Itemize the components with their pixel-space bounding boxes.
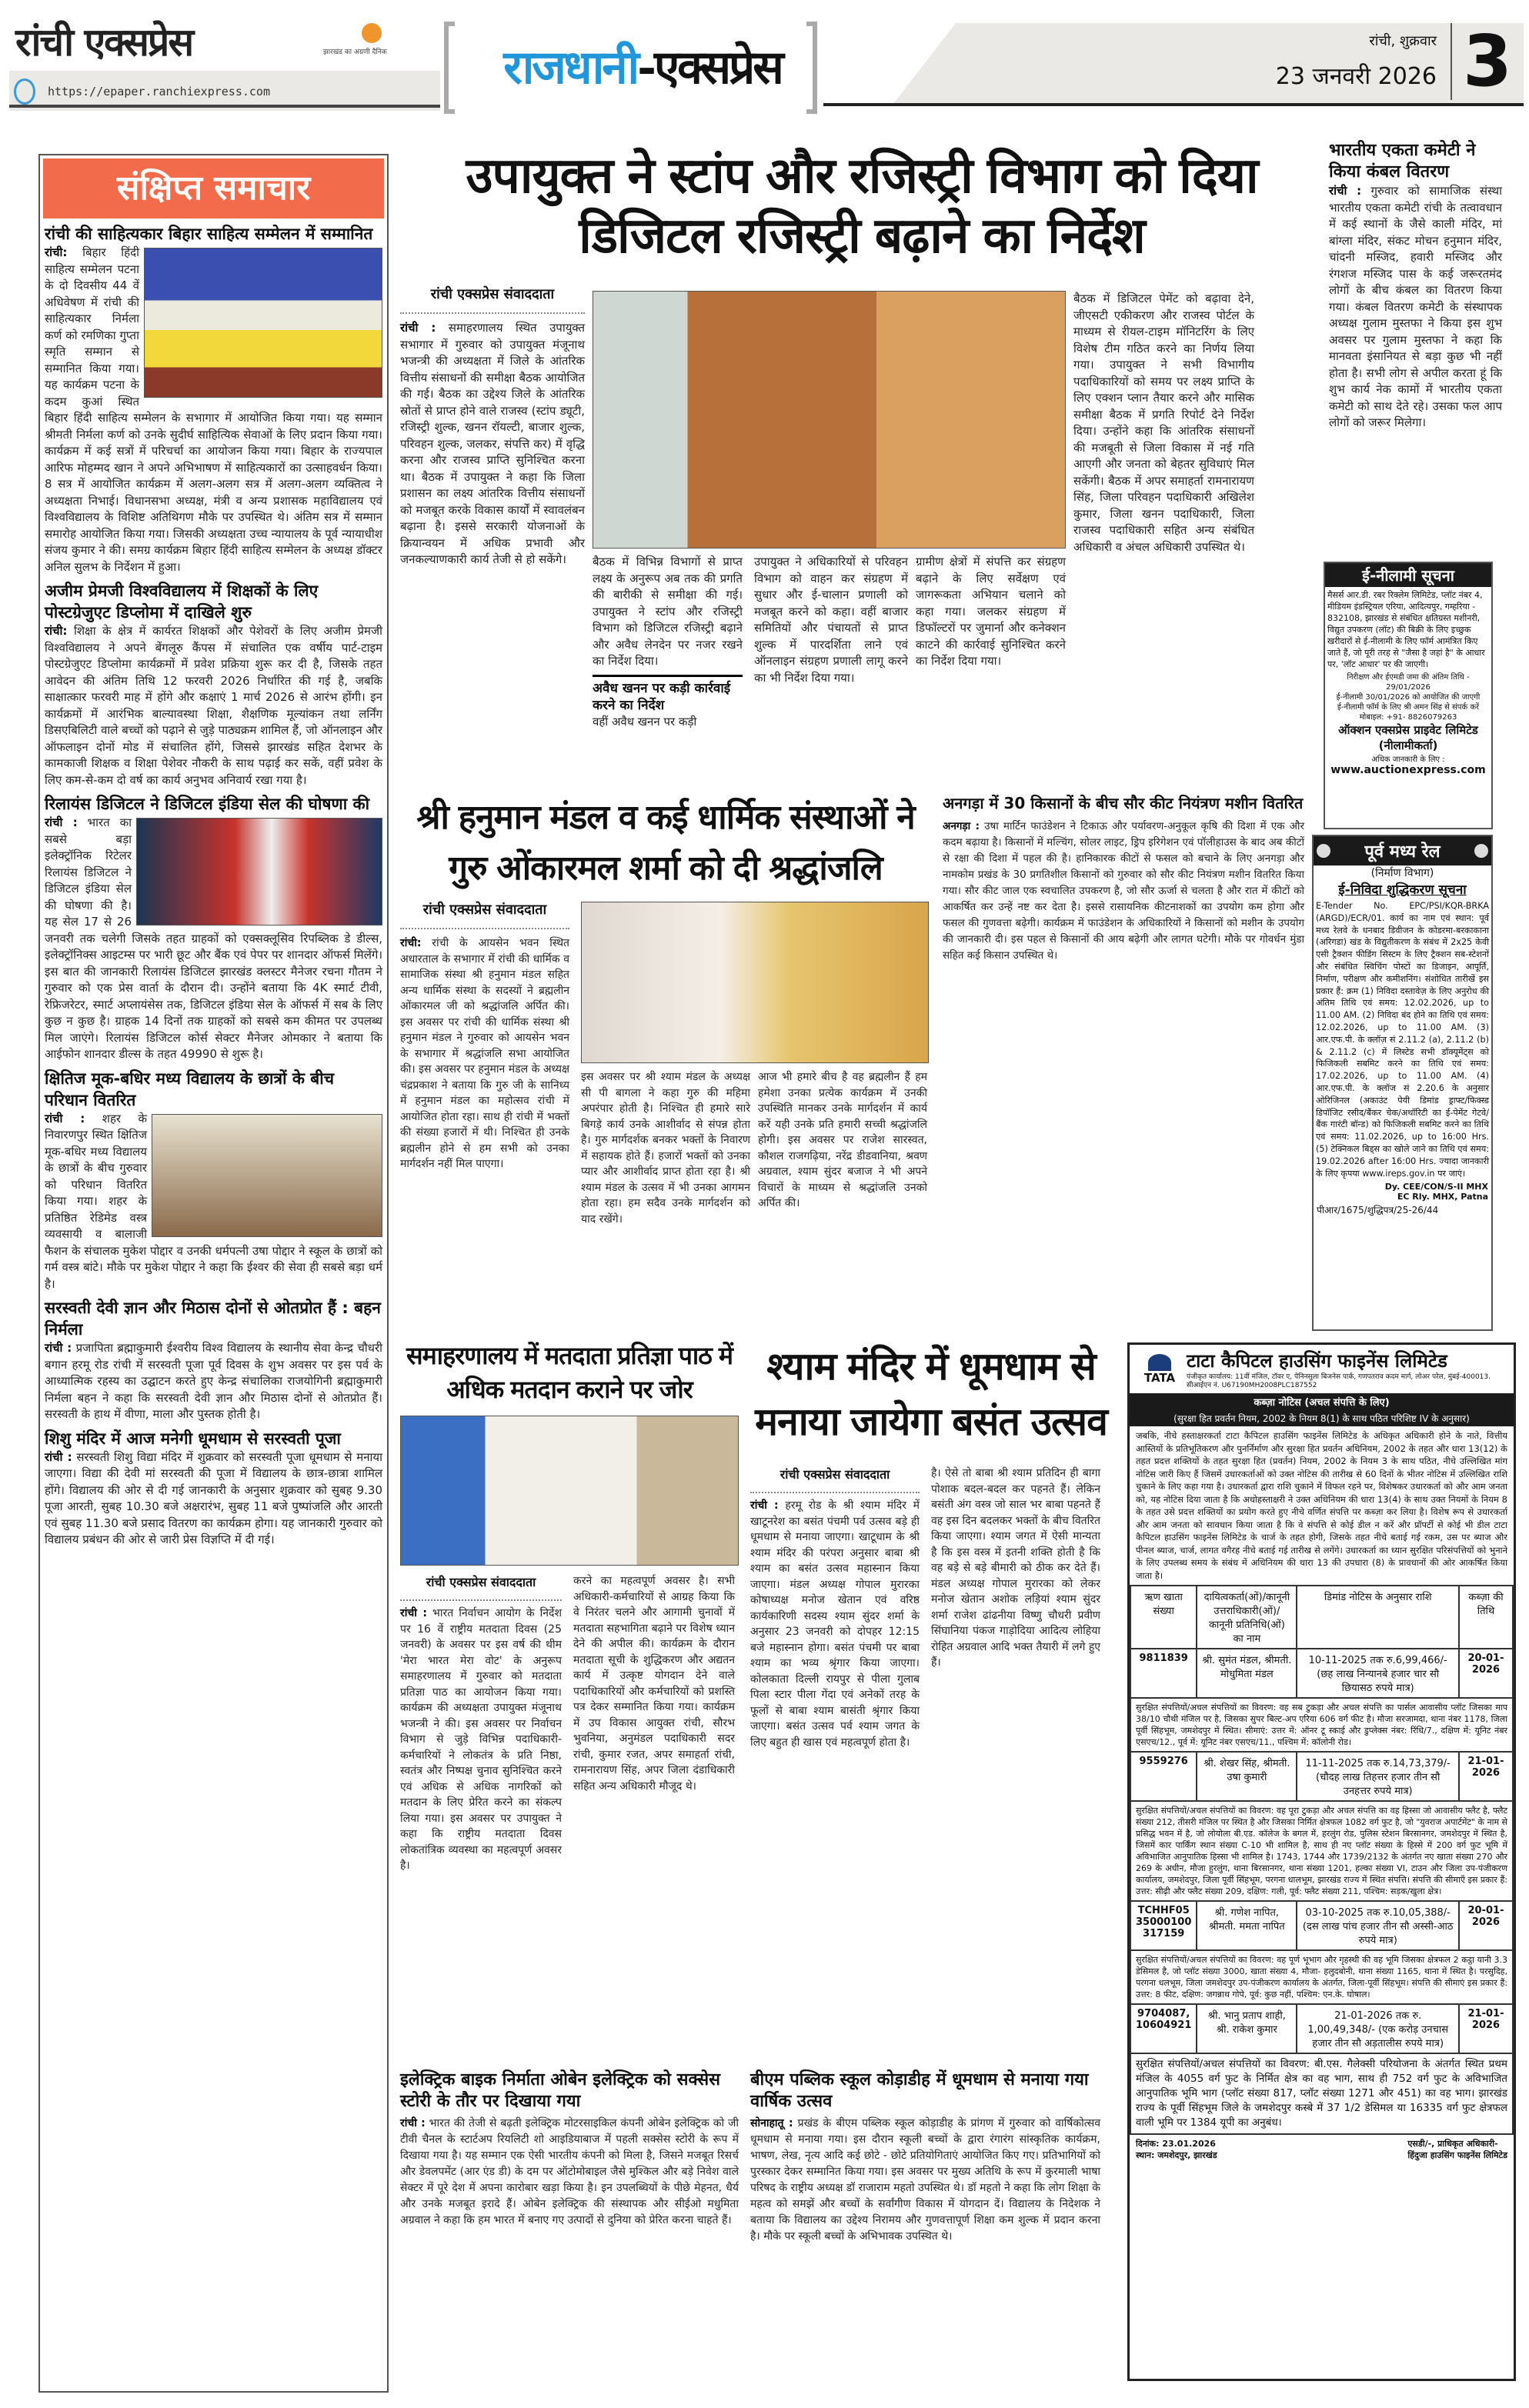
masthead-tagline: झारखंड का अग्रणी दैनिक — [323, 48, 387, 56]
col-header-account: ऋण खाता संख्या — [1130, 1586, 1197, 1649]
lead-text-3: उपायुक्त ने अधिकारियों से परिवहन विभाग को वाहन कर संग्रहण में सुधार और ई-चालान प्रणाली को मजबूत करने को कहा। वहीं बाजार समितियों और पंचायतों से प्राप्त शुल्क में पारदर्शिता लाने एवं ऑनलाइन संग्रहण प्रणाली लागू करने का भी निर्देश दिया गया। — [754, 555, 908, 685]
railway-body: E-Tender No. EPC/PSI/KQR-BRKA (ARGD)/ECR/01. कार्य का नाम एवं स्थान: पूर्व मध्य रेलवे के धनबाद डिवीजन के कोडरमा-बरकाकाना (अरिगडा) खंड के विद्युतीकरण के संबंध में 2x25 केवी एसी ट्रैक्शन फीडिंग सिस्टम के लिए ट्रैक्शन सब-स्टेशनों और संबंधित स्विचिंग पोस्टों का डिजाइन, आपूर्ति, निर्माण, परीक्षण और कमीशनिंग। संशोधित तारीखें इस प्रकार हैं: क्रम (1) निविदा दस्तावेज़ के लिए अनुरोध की अंतिम तिथि एवं समय: 12.02.2026, up to 11.00 AM. (2) निविदा बंद होने का तिथि एवं समय: 12.02.2026, up to 11.00 AM. (3) आर.एफ.पी. के क्लॉज़ सं 2.11.2 (a), 2.11.2 (b) & 2.11.2 (c) में लिस्टेड सभी डॉक्यूमेंट्स को फिजिकली सबमिट करने का तिथि एवं समय: 17.02.2026, up to 11.00 AM. (4) आर.एफ.पी. के क्लॉज सं 2.20.6 के अनुसार ओरिजिनल (अकाउंट पेयी डिमांड ड्राफ्ट/फिक्स्ड डिपॉजिट रसीद/बैंकर चेक/अथॉरिटी का ई-पेमेंट गेटवे/बैंक गारंटी बॉन्ड) को फिजिकली सबमिट करने का तिथि एवं समय: 11.02.2026, up to 16:00 Hrs. (5) टेक्निकल बिड्स का खोले जाने का तिथि एवं समय: 19.02.2026 after 16:00 Hrs. ज्यादा जानकारी के लिए कृपया www.ireps.gov.in पर जाएं। — [1316, 901, 1489, 1179]
shyam-dateline: रांची : — [750, 1499, 779, 1512]
masthead-logo: रांची एक्सप्रेस — [15, 19, 193, 65]
brief-title-1: रांची की साहित्यकार बिहार साहित्य सम्मेलन में सम्मानित — [45, 225, 373, 243]
railway-ad — [1312, 835, 1493, 1331]
cell-name: श्री. गणेश नापित, श्रीमती. ममता नापित — [1197, 1901, 1297, 1950]
hanuman-col-2 — [581, 1069, 750, 1227]
auction-line-2: ई-नीलामी 30/01/2026 को आयोजित की जाएगी — [1336, 693, 1481, 702]
voter-headline: समाहरणालय में मतदाता प्रतिज्ञा पाठ में अधिक मतदान कराने पर जोर — [406, 1341, 733, 1404]
sun-logo-icon — [362, 23, 382, 43]
railway-dept: (निर्माण विभाग) — [1370, 867, 1434, 879]
ekta-text: गुरुवार को सामाजिक संस्था भारतीय एकता कमेटी रांची के तत्वावधान में कई स्थानों के जैसे काली मंदिर, मां बांग्ला मंदिर, संकट मोचन हनुमान मंदिर, चांदनी मस्जिद, हवारी मस्जिद और रंगशज मस्जिद पास के कई जरूरतमंद लोगों के बीच कंबल का वितरण किया गया। कंबल वितरण कमेटी के संस्थापक अध्यक्ष गुलाम मुस्तफा ने किया इस शुभ अवसर पर गुलाम मुस्तफा ने कहा कि मानवता इंसानियत से बड़ा कुछ भी नहीं होता है। सभी लोग से अपील करता हूं कि शुभ कार्य नेक कामों में भारतीय एकता कमेटी को साथ देते रहे। उसका फल आप लोगों को जरूर मिलेगा। — [1329, 184, 1502, 429]
photo-clothes-distribution — [152, 1114, 382, 1237]
table-row-property — [1130, 2053, 1513, 2134]
bm-story — [750, 2069, 1100, 2245]
angara-title: अनगड़ा में 30 किसानों के बीच सौर कीट नियंत्रण मशीन वितरित — [943, 794, 1304, 812]
hanuman-text-3: आज भी हमारे बीच है वह ब्रह्मलीन हैं हम हमेशा उनका प्रत्येक कार्यक्रम में उनकी उपस्थिति मानकर उनके मार्गदर्शन में कार्य करें यही उनके प्रति हमारी सच्ची श्रद्धांजलि होगी। इस अवसर पर राजेश सारस्वत, कौशल राजगढ़िया, नरेंद्र डीडवानिया, श्रवण अग्रवाल, श्याम सुंदर बजाज ने भी अपने विचारों के माध्यम से श्रद्धांजलि उनको अर्पित की। — [758, 1071, 927, 1209]
auction-company: ऑक्शन एक्सप्रेस प्राइवेट लिमिटेड — [1338, 723, 1478, 737]
tata-logo — [1133, 1354, 1187, 1385]
oben-story — [400, 2069, 739, 2229]
lead-byline: रांची एक्सप्रेस संवाददाता — [400, 285, 585, 314]
section-title-suffix: -एक्सप्रेस — [637, 41, 782, 95]
brief-title-3: रिलायंस डिजिटल ने डिजिटल इंडिया सेल की घोषणा की — [45, 795, 370, 813]
tata-company: टाटा कैपिटल हाउसिंग फाइनेंस लिमिटेड — [1187, 1350, 1447, 1372]
cell-property: सुरक्षित संपत्तियों/अचल संपत्तियों का विवरण: वह पूरा टुकड़ा और अचल संपत्ति का वह हिस्सा जो आवासीय फ्लैट है, फ्लैट संख्या 212, तीसरी मंजिल पर स्थित है और जिसका निर्मित क्षेत्रफल 1082 वर्ग फुट है, जो "युवराज अपार्टमेंट" के नाम से प्रसिद्ध भवन में है, जो लोयोला बी.एड. कॉलेज के बगल में, हरलुंग रोड, पुलिस स्टेशन बिरसानगर, जमशेदपुर में स्थित है, जिसमें कार पार्किंग स्थान संख्या C-10 भी शामिल है, साथ ही नए प्लॉट संख्या के हिस्से में 200 वर्ग फुट भूमि में अविभाजित आनुपातिक हिस्सा भी शामिल है। 1743, 1744 और 1739/2132 के अंतर्गत नए खाता संख्या 270 और 269 के अधीन, मौजा हुरलुंग, थाना बिरसानगर, थाना संख्या 1201, हल्का संख्या VI, टाउन और जिला उप-पंजीकरण कार्यालय, जमशेदपुर, जिला पूर्वी सिंहभूम, परगना धालभूम, झारखंड राज्य में स्थित संपत्ति। संपत्ति की सीमाएँ इस प्रकार हैं: उत्तर: सीढ़ी और फ्लैट संख्या 209, दक्षिण: गली, पूर्व: फ्लैट संख्या 211, पश्चिम: सड़क/खुला क्षेत्र। — [1130, 1801, 1513, 1901]
angara-story — [943, 792, 1304, 964]
brief-text-6: सरस्वती शिशु विद्या मंदिर में शुक्रवार को सरस्वती पूजा धूमधाम से मनाया जाएगा। विद्या की देवी मां सरस्वती की पूजा में विद्यालय के छात्र-छात्रा शामिल होंगे। विद्यालय की ओर से दी गई जानकारी के अनुसार शुक्रवार को सुबह 9.30 पूजा आरती, सुबह 10.30 बजे अक्षरारंभ, सुबह 11 बजे पुष्पांजलि और आरती एवं सुबह 11.30 बजे प्रसाद वितरण का कार्यक्रम होगा। यह जानकारी गुरुवार को विद्यालय प्रबंधन की ओर से जारी प्रेस विज्ञप्ति में दी गई। — [45, 1449, 382, 1546]
cell-account: 9704087, 10604921 — [1130, 2004, 1197, 2053]
lead-subtext: वहीं अवैध खनन पर कड़ी — [593, 714, 697, 729]
bm-dateline: सोनाहातू : — [750, 2117, 793, 2130]
col-header-date: कब्ज़ा की तिथि — [1459, 1586, 1513, 1649]
issue-date: 23 जनवरी 2026 — [1275, 63, 1437, 90]
lead-dateline: रांची : — [400, 321, 436, 335]
voter-col-2 — [573, 1573, 735, 1794]
photo-tribute — [581, 902, 929, 1063]
railway-notice-title: ई-निविदा शुद्धिकरण सूचना — [1338, 882, 1467, 898]
hanuman-byline: रांची एक्सप्रेस संवाददाता — [400, 900, 569, 929]
photo-voter-pledge — [400, 1416, 739, 1566]
possession-table — [1130, 1585, 1514, 2135]
brief-dateline-5: रांची : — [45, 1341, 72, 1355]
table-row — [1130, 2004, 1513, 2053]
cell-account: TCHHF05 35000100 317159 — [1130, 1901, 1197, 1950]
tata-intro: जबकि, नीचे हस्ताक्षरकर्ता टाटा कैपिटल हाउसिंग फाइनेंस लिमिटेड के अधिकृत अधिकारी होने के नाते, वित्तीय आस्तियों के प्रतिभूतिकरण और पुनर्निर्माण और सुरक्षा हित प्रवर्तन अधिनियम, 2002 के तहत और धारा 13(12) के तहत प्रदत्त शक्तियों के तहत सुरक्षा हित (प्रवर्तन) नियम, 2002 के नियम 3 के साथ पठित, नीचे उल्लिखित मांग नोटिस जारी किए हैं जिसमें उधारकर्ताओं को उक्त नोटिस की तारीख से 60 दिनों के भीतर नोटिस में उल्लिखित राशि चुकाने के लिए कहा गया है। उधारकर्ता द्वारा राशि चुकाने में विफल रहने पर, विशेषकर उधारकर्ता को और आम जनता को, यह नोटिस दिया जाता है कि अधोहस्ताक्षरी ने उक्त अधिनियम की धारा 13(4) के साथ उक्त नियमों के नियम 8 के तहत उसे प्रदत्त शक्तियों का प्रयोग करते हुए नीचे वर्णित संपत्ति पर कब्ज़ा कर लिया है। विशेष रूप से उधारकर्ता और आम जनता को सावधान किया जाता है कि वे संपत्ति से कोई डील न करें और प्रॉपर्टी से कोई भी डील टाटा कैपिटल हाउसिंग फाइनेंस लिमिटेड के चार्ज के तहत होगी, जिसके तहत नीचे बताई गई रकम, उस पर ब्याज और पीनल ब्याज, चार्ज, लागत वगैरह नीचे बताई गई तारीख से लगेंगे। उधारकर्ता का ध्यान सुरक्षित परिसंपत्तियों को भुनाने के लिए उपलब्ध समय के संबंध में अधिनियम की धारा 13 की उपधारा (8) के प्रावधानों की ओर आकर्षित किया जाता है। — [1136, 1430, 1507, 1581]
col-header-name: दायित्वकर्ता(ओं)/कानूनी उत्तराधिकारी(ओं)/कानूनी प्रतिनिधि(ओं) का नाम — [1197, 1586, 1297, 1649]
cell-date: 20-01-2026 — [1459, 1901, 1513, 1950]
notice-sign-2: हिंदुजा हाउसिंग फाइनेंस लिमिटेड — [1407, 2150, 1507, 2160]
lead-col-2 — [593, 554, 743, 730]
hanuman-dateline: रांची: — [400, 937, 422, 949]
voter-byline: रांची एक्सप्रेस संवाददाता — [400, 1573, 562, 1601]
cell-name: श्री. सुमंत मंडल, श्रीमती. मोधुमिता मंडल — [1197, 1649, 1297, 1698]
railway-ref: पीआर/1675/शुद्धिपत्र/25-26/44 — [1317, 1205, 1439, 1216]
brief-text-5: प्रजापिता ब्रह्माकुमारी ईश्वरीय विश्व विद्यालय के स्थानीय सेवा केन्द्र चौधरी बगान हरमू रोड रांची में सरस्वती पूजा पूर्व दिवस के शुभ अवसर पर इस पर्व के आध्यात्मिक रहस्य का उद्घाटन करते हुए केन्द्र संचालिका राजयोगिनी ब्रह्माकुमारी निर्मला बहन ने कहा कि सरस्वती देवी ज्ञान और मिठास दोनों से ओतप्रोत हैं। सरस्वती के हाथ में वीणा, माला और पुस्तक होती है। — [45, 1341, 382, 1421]
brief-dateline-2: रांची: — [45, 624, 68, 638]
lead-subhead: अवैध खनन पर कड़ी कार्रवाई करने का निर्देश — [593, 675, 743, 714]
brief-text-2: शिक्षा के क्षेत्र में कार्यरत शिक्षकों और पेशेवरों के लिए अजीम प्रेमजी विश्वविद्यालय ने अपने बेंगलूरु कैंपस में संचालित एक वर्षीय पार्ट-टाइम पोस्टग्रेजुएट डिप्लोमा कार्यक्रमों में प्रवेश प्रक्रिया शुरू कर दी है, जिसके तहत आवेदन की अंतिम तिथि 12 फरवरी 2026 निर्धारित की गई है, जबकि साक्षात्कार फरवरी माह में होंगे और कक्षाएं 1 मार्च 2026 से आरंभ होंगी। इन कार्यक्रमों में आरंभिक बाल्यावस्था शिक्षा, शैक्षणिक मूल्यांकन तथा लर्निंग डिसएबिलिटी वाले बच्चों को पढ़ाने से जुड़े पाठ्यक्रम शामिल हैं, जो ऑनलाइन और ऑफलाइन दोनों मोड में संचालित होंगे, जिससे झारखंड सहित देशभर के कामकाजी शिक्षक व शिक्षा पेशेवर नौकरी के साथ पढ़ाई कर सकें, वहीं प्रवेश के लिए कम-से-कम दो वर्ष का कार्य अनुभव अनिवार्य रखा गया है। — [45, 624, 382, 787]
table-row — [1130, 1649, 1513, 1698]
cell-date: 21-01-2026 — [1459, 2004, 1513, 2053]
city-day: रांची, शुक्रवार — [1369, 33, 1437, 49]
section-title — [473, 37, 812, 98]
voter-text-1: भारत निर्वाचन आयोग के निर्देश पर 16 वें राष्ट्रीय मतदाता दिवस (25 जनवरी) के अवसर पर इस वर्ष की थीम 'मेरा भारत मेरा वोट' के अनुरूप समाहरणालय में गुरुवार को मतदाता प्रतिज्ञा पाठ का आयोजन किया गया। कार्यक्रम की अध्यक्षता उपायुक्त मंजूनाथ भजन्त्री ने की। इस अवसर पर निर्वाचन विभाग से जुड़े विभिन्न पदाधिकारी-कर्मचारियों ने लोकतंत्र के प्रति निष्ठा, स्वतंत्र और निष्पक्ष चुनाव सुनिश्चित करने एवं अधिक से अधिक नागरिकों को मतदान के लिए प्रेरित करने का संकल्प लिया गया। इस अवसर पर उपायुक्त ने कहा कि राष्ट्रीय मतदाता दिवस लोकतांत्रिक व्यवस्था का महत्वपूर्ण अवसर है। — [400, 1607, 563, 1872]
hanuman-text-2: इस अवसर पर श्री श्याम मंडल के अध्यक्ष सी पी बागला ने कहा गुरु की महिमा अपरंपार होती है। निश्चित ही हमारे सारे बिगड़े कार्य उनके आशीर्वाद से संपन्न होता है। गुरु मार्गदर्शक बनकर भक्तों के निवारण में सहायक होते हैं। हजारों भक्तों को उनका प्यार और आशीर्वाद प्राप्त होता रहा है। श्री श्याम मंडल के उत्सव में भी उनका आगमन होता रहा। हम सदैव उनके मार्गदर्शन को याद रखेंगे। — [581, 1071, 750, 1226]
brief-dateline-1: रांची: — [45, 245, 68, 259]
notice-place: स्थान: जमशेदपुर, झारखंड — [1136, 2150, 1217, 2160]
auction-more: अधिक जानकारी के लिए : — [1371, 755, 1445, 764]
cell-amount: 11-11-2025 तक रु.14,73,379/-(चौदह लाख तिहत्तर हजार तीन सौ उनहत्तर रुपये मात्र) — [1297, 1752, 1459, 1801]
tata-logo-icon — [1148, 1354, 1171, 1371]
cell-amount: 21-01-2026 तक रु. 1,00,49,348/- (एक करोड़ उनचास हजार तीन सौ अड़तालीस रुपये मात्र) — [1297, 2004, 1459, 2053]
lead-text-4: ग्रामीण क्षेत्रों में संपत्ति कर संग्रहण बढ़ाने के लिए सर्वेक्षण एवं जागरूकता अभियान चलाने को कहा गया। जलकर संग्रहण में डिफॉल्टरों पर जुमार्ना और कनेक्शन काटने की कार्रवाई सुनिश्चित करने का निर्देश दिया गया। — [916, 555, 1066, 668]
railway-title: पूर्व मध्य रेल — [1364, 842, 1441, 862]
table-row — [1130, 1752, 1513, 1801]
lead-col-3 — [754, 554, 908, 686]
auction-body: मैसर्स आर.डी. रबर रिक्लेम लिमिटेड, प्लॉट नंबर 4, मीडियम इंडस्ट्रियल एरिया, आदित्यपुर, गम्हरिया - 832108, झारखंड से संबंधित क्षतिग्रस्त मशीनरी, विद्युत उपकरण (लॉट) की बिक्री के लिए इच्छुक खरीदारों से ई-नीलामी के लिए फॉर्म आमंत्रित किए जाते हैं, जो पूरी तरह से "जैसा है जहां है" के आधार पर, 'लॉट आधार' पर की जाएगी। — [1327, 590, 1485, 669]
auction-line-4: मोबाइल: +91- 8826079263 — [1359, 713, 1457, 722]
ekta-title: भारतीय एकता कमेटी ने किया कंबल वितरण — [1329, 141, 1476, 182]
bracket-right — [806, 22, 817, 114]
photo-registry-meeting — [593, 291, 1066, 549]
tata-notice — [1127, 1342, 1516, 2381]
brief-dateline-4: रांची : — [45, 1111, 85, 1126]
cell-name: श्री. भानु प्रताप शाही, श्री. राकेश कुमार — [1197, 2004, 1297, 2053]
lead-text-5: बैठक में डिजिटल पेमेंट को बढ़ावा देने, जीएसटी एकीकरण और राजस्व पोर्टल के माध्यम से रीयल-टाइम मॉनिटरिंग के लिए विशेष टीम गठित करने का निर्णय लिया गया। उपायुक्त ने सभी विभागीय पदाधिकारियों को समय पर लक्ष्य प्राप्ति के लिए एक्शन प्लान तैयार करने और मासिक समीक्षा बैठक में प्रगति रिपोर्ट देने निर्देश दिया। उन्होंने कहा कि आंतरिक संसाधनों की मजबूती से जिला विकास में नई गति आएगी और जनता को बेहतर सुविधाएं मिल सकेंगी। बैठक में अपर समाहर्ता रामनारायण सिंह, जिला परिवहन पदाधिकारी अखिलेश कुमार, जिला खनन पदाधिकारी, जिला राजस्व पदाधिकारी सहित अन्य संबंधित अधिकारी व अंचल अधिकारी उपस्थित थे। — [1073, 292, 1254, 554]
table-row-property — [1130, 1801, 1513, 1901]
bm-title: बीएम पब्लिक स्कूल कोड़ाडीह में धूमधाम से मनाया गया वार्षिक उत्सव — [750, 2070, 1089, 2111]
lead-col-1 — [400, 285, 585, 569]
table-row — [1130, 1901, 1513, 1950]
lead-headline: उपायुक्त ने स्टांप और रजिस्ट्री विभाग को दिया डिजिटल रजिस्ट्री बढ़ाने का निर्देश — [466, 148, 1258, 265]
header-rule — [823, 103, 1524, 106]
lead-col-5 — [1073, 291, 1254, 555]
hanuman-text-1: रांची के आयसेन भवन स्थित अधारताल के सभागार में रांची की धार्मिक व सामाजिक संस्था श्री हनुमान मंडल सहित अन्य धार्मिक संस्था के सदस्यों ने ब्रह्मलीन ओंकारमल जी को श्रद्धांजलि अर्पित की। इस अवसर पर रांची की धार्मिक संस्था श्री हनुमान मंडल ने गुरुवार को आयसेन भवन के सभागार में श्रद्धांजलि सभा आयोजित की। इस अवसर पर हनुमान मंडल के अध्यक्ष चंद्रप्रकाश ने बताया कि गुरु जी के सानिध्य में हनुमान मंडल का महोत्सव रांची में आयोजित होता रहा। साथ ही रांची में भक्तों की संख्या हजारों में थी। निश्चित ही उनके ब्रह्मलीन होने से हम सभी को उनका मार्गदर्शन नहीं मिल पाएगा। — [400, 937, 569, 1170]
tata-notice-subtitle: (सुरक्षा हित प्रवर्तन नियम, 2002 के नियम 8(1) के साथ पठित परिशिष्ट IV के अनुसार) — [1130, 1410, 1514, 1426]
hanuman-col-1 — [400, 900, 569, 1172]
notice-sign-1: एसडी/-, प्राधिकृत अधिकारी- — [1407, 2139, 1498, 2149]
tata-notice-title: कब्ज़ा नोटिस (अचल संपत्ति के लिए) — [1130, 1393, 1514, 1410]
shyam-text-1: हरमू रोड के श्री श्याम मंदिर में खाटूनरेश का बसंत पंचमी पर्व उत्सव बड़े ही धूमधाम से मनाया जाएगा। खाटूधाम के श्री श्याम मंदिर की परंपरा अनुसार बाबा श्री श्याम का बसंत उत्सव महास्नान किया जाएगा। मंडल अध्यक्ष गोपाल मुरारका कोषाध्यक्ष मनोज खेतान एवं वरिष्ठ कार्यकारिणी सदस्य श्याम सुंदर शर्मा के अनुसार 23 जनवरी को दोपहर 12:15 बजे महास्नान होगा। बसंत पंचमी पर बाबा श्याम का भव्य श्रृंगार किया जाएगा। कोलकाता दिल्ली रायपुर से पीला गुलाब पिला स्टार पीला गेंदा एवं अनेकों तरह के फूलों से बाबा श्याम बासंती श्रृंगार किया जाएगा। बसंत उत्सव पर्व श्याम जगत के लिए बहुत ही खास एवं महत्वपूर्ण होता है। — [750, 1499, 920, 1749]
tata-logo-text: TATA — [1143, 1370, 1176, 1385]
railway-sign-1: Dy. CEE/CON/S-II MHX — [1384, 1182, 1488, 1192]
cell-property: सुरक्षित संपत्तियों/अचल संपत्तियों का विवरण: बी.एस. गैलेक्सी परियोजना के अंतर्गत स्थित प्रथम मंजिल के 4055 वर्ग फुट के निर्मित क्षेत्र का वह भाग, साथ ही 752 वर्ग फुट के अविभाजित आनुपातिक भूमि भाग (प्लॉट संख्या 817, प्लॉट संख्या 1271 और 451) का वह भाग। झारखंड राज्य के पूर्वी सिंहभूम जिले के जमशेदपुर कस्बे में 37 1/2 डेसिमल या 16335 वर्ग फुट क्षेत्रफल वाली भूमि पर 1384 यूपी का अनुबंध। — [1130, 2053, 1513, 2134]
auction-line-3: ई-नीलामी फॉर्म के लिए श्री अमन सिंह से संपर्क करें — [1337, 703, 1480, 712]
bracket-left — [444, 22, 455, 114]
brief-text-4: शहर के निवारणपुर स्थित क्षितिज मूक-बधिर मध्य विद्यालय के छात्रों के बीच गुरुवार को परिधान वितरित किया गया। शहर के प्रतिष्ठित रेडिमेड वस्त्र व्यवसायी व बालाजी फैशन के संचालक मुकेश पोद्दार व उनकी धर्मपत्नी उषा पोद्दार ने स्कूल के छात्रों को गर्म वस्त्र बांटे। मौके पर मुकेश पोद्दार ने कहा कि ईश्वर की सेवा ही सबसे बड़ा धर्म है। — [45, 1111, 382, 1291]
brief-title-2: अजीम प्रेमजी विश्वविद्यालय में शिक्षकों के लिए पोस्टग्रेजुएट डिप्लोमा में दाखिले शुरु — [45, 582, 319, 622]
voter-dateline: रांची : — [400, 1607, 427, 1619]
shyam-text-2: है। ऐसे तो बाबा श्री श्याम प्रतिदिन ही बागा पोशाक बदल-बदल कर पहनते हैं। लेकिन बसंती अंग वस्त्र जो साल भर बाबा पहनते हैं वह इस दिन बदलकर भक्तों के बीच वितरित किया जाएगा। श्याम जगत में ऐसी मान्यता है कि इस वस्त्र में इतनी शक्ति होती है कि वह बड़े से बड़े बीमारी को ठीक कर देते हैं। मंडल अध्यक्ष गोपाल मुरारका को लेकर मनोज खेतान अशोक लड़ियां श्याम सुंदर शर्मा राजेश ढांढनीया विष्णु चौधरी प्रवीण सिंघानिया पंकज गाड़ोदिया आदित्य लोहिया रोहित अग्रवाल आदि भक्त तैयारी में लगे हुए हैं। — [931, 1467, 1100, 1669]
railway-emblem-right-icon — [1474, 844, 1488, 858]
brief-banner: संक्षिप्त समाचार — [43, 158, 384, 218]
table-row-property — [1130, 1698, 1513, 1752]
shyam-byline: रांची एक्सप्रेस संवाददाता — [750, 1466, 920, 1493]
notice-date: दिनांक: 23.01.2026 — [1136, 2139, 1216, 2149]
oben-dateline: रांची : — [400, 2117, 426, 2130]
brief-text-1: बिहार हिंदी साहित्य सम्मेलन पटना के दो दिवसीय 44 वें अधिवेषण में रांची की साहित्यकार निर्मला कर्ण को रमणिका गुप्ता स्मृति सम्मान से सम्मानित किया गया। यह कार्यक्रम पटना के कदम कुआं स्थित बिहार हिंदी साहित्य सम्मेलन के सभागार में आयोजित किया गया। यह सम्मान श्रीमती निर्मला कर्ण को उनके सुदीर्घ साहित्यिक सेवाओं के लिए प्रदान किया गया। कार्यक्रम में कई सत्रों में परिचर्चा का आयोजन किया गया। बिहार के राज्यपाल आरिफ मोहम्मद खान ने अपने अभिभाषण में साहित्यकारों का उत्साहवर्धन किया। 8 सत्र में आयोजित कार्यक्रम में अलग-अलग सत्र में अलग-अलग व्यक्तित्व ने अध्यक्षता निभाई। विधानसभा अध्यक्ष, मंत्री व अन्य प्रशासक महाविद्यालय एवं विश्वविद्यालय के विशिष्ट अतिथिगण मौके पर उपस्थित थे। अंतिम सत्र में सम्मान समारोह आयोजित किया गया। जिसकी अध्यक्षता उच्च न्यायालय के पूर्व न्यायाधीश संजय कुमार ने की। समग्र कार्यक्रम बिहार हिंदी साहित्य सम्मेलन के अध्यक्ष डॉक्टर अनिल सुलभ के निर्देशन में हुआ। — [45, 245, 382, 574]
brief-title-6: शिशु मंदिर में आज मनेगी धूमधाम से सरस्वती पूजा — [45, 1429, 341, 1448]
photo-literature-award — [144, 248, 382, 398]
lead-col-4 — [916, 554, 1066, 670]
shyam-col-2 — [931, 1466, 1100, 1671]
bm-text: प्रखंड के बीएम पब्लिक स्कूल कोड़ाडीह के प्रांगण में गुरुवार को वार्षिकोत्सव धूमधाम से मनाया गया। इस दौरान स्कूली बच्चों के द्वारा रंगारंग सांस्कृतिक कार्यक्रम, भाषण, लेख, नृत्य आदि कई छोटे - छोटे प्रतियोगिताएं आयोजित किए गए। प्रतिभागियों को पुरस्कार देकर सम्मानित किया गया। इस अवसर पर मुख्य अतिथि के रूप में कुरमाली भाषा परिषद के राष्ट्रीय अध्यक्ष डॉ राजाराम महतो उपस्थित थे। डॉ महतो ने कहा कि लोग शिक्षा के महत्व को समझें और बच्चों के सर्वांगीण विकास में योगदान दें। विद्यालय के निदेशक ने बताया कि विद्यालय का उद्देश्य निरामय और गुणवत्तापूर्ण शिक्षा कम शुल्क में प्रदान करना है। मौके पर स्कूली बच्चों के अभिभावक उपस्थित थे। — [750, 2117, 1100, 2243]
tata-address: पंजीकृत कार्यालय: 11वीं मंजिल, टॉवर ए, पेनिनसुला बिजनेस पार्क, गणपतराव कदम मार्ग, लोअर परेल, मुंबई-400013. सीआईएन नं. U67190MH2008PLC187552 — [1187, 1373, 1491, 1389]
shyam-col-1 — [750, 1466, 920, 1750]
epaper-url[interactable]: https://epaper.ranchiexpress.com — [9, 75, 440, 108]
ekta-story — [1329, 140, 1502, 432]
section-title-prefix: राजधानी — [503, 41, 638, 95]
cell-account: 9811839 — [1130, 1649, 1197, 1698]
photo-reliance-digital — [136, 818, 382, 926]
page-number: 3 — [1451, 23, 1512, 100]
auction-line-1: निरीक्षण और ईएमडी जमा की अंतिम तिथि - 29/01/2026 — [1347, 673, 1470, 692]
auction-website[interactable]: www.auctionexpress.com — [1330, 764, 1486, 776]
railway-emblem-left-icon — [1317, 844, 1330, 858]
brief-text-3: भारत का सबसे बड़ा इलेक्ट्रॉनिक रिटेलर रिलायंस डिजिटल ने डिजिटल इंडिया सेल की घोषणा की है। यह सेल 17 से 26 जनवरी तक चलेगी जिसके तहत ग्राहकों को एक्सक्लूसिव रिपब्लिक डे डील्स, इलेक्ट्रॉनिक्स आइटम्स पर भारी छूट और बैंक एवं पेपर पर शानदार ऑफर्स मिलेंगे। इस बात की जानकारी रिलायंस डिजिटल झारखंड क्लस्टर मैनेजर रचना गौतम ने गुरुवार को एक प्रेस वार्ता के दौरान दी। उन्होंने बताया कि 4K स्मार्ट टीवी, रेफ्रिजरेटर, स्मार्ट अप्लायंसेस तक, डिजिटल इंडिया सेल के ऑफर्स में सब के लिए कुछ न कुछ है। ग्राहक 14 दिनों तक ग्राहकों को सबसे कम कीमत पर उपलब्ध मिल जाएंगे। रिलायंस डिजिटल कोर्स सेक्टर मैनेजर ओमकार ने बताया कि आईफोन शानदार डील्स के तहत 49990 से शुरू है। — [45, 815, 382, 1061]
lead-text-1: समाहरणालय स्थित उपायुक्त सभागार में गुरुवार को उपायुक्त मंजूनाथ भजन्त्री की अध्यक्षता में जिले के आंतरिक वित्तीय संसाधनों की समीक्षा बैठक आयोजित की गई। बैठक का उद्देश्य जिले के आंतरिक स्रोतों से प्राप्त होने वाले राजस्व (स्टांप ड्यूटी, रजिस्ट्री शुल्क, खनन रॉयल्टी, बाजार शुल्क, परिवहन शुल्क, जलकर, संपत्ति कर) में वृद्धि करना और राजस्व प्राप्ति सुनिश्चित करना था। बैठक में उपायुक्त ने कहा कि जिला प्रशासन का लक्ष्य आंतरिक वित्तीय संसाधनों को मजबूत करके विकास कार्यों में स्वावलंबन बढ़ाना है। इससे सरकारी योजनाओं के क्रियान्वयन में अधिक प्रभावी और जनकल्याणकारी कार्य तेजी से हो सकेंगे। — [400, 321, 585, 566]
cell-amount: 03-10-2025 तक रु.10,05,388/- (दस लाख पांच हजार तीन सौ अस्सी-आठ रुपये मात्र) — [1297, 1901, 1459, 1950]
brief-column — [38, 154, 389, 2393]
table-header-row — [1130, 1586, 1513, 1649]
lead-text-2: बैठक में विभिन्न विभागों से प्राप्त लक्ष्य के अनुरूप अब तक की प्रगति की बारीकी से समीक्षा की गई। उपायुक्त ने स्टांप और रजिस्ट्री विभाग को डिजिटल रजिस्ट्री बढ़ाने और अवैध लेनदेन पर नजर रखने का निर्देश दिया। — [593, 555, 743, 668]
brief-title-5: सरस्वती देवी ज्ञान और मिठास दोनों से ओतप्रोत हैं : बहन निर्मला — [45, 1299, 381, 1339]
brief-title-4: क्षितिज मूक-बधिर मध्य विद्यालय के छात्रों के बीच परिधान वितरित — [45, 1069, 335, 1109]
cell-date: 21-01-2026 — [1459, 1752, 1513, 1801]
shyam-headline: श्याम मंदिर में धूमधाम से मनाया जायेगा बसंत उत्सव — [755, 1344, 1107, 1444]
cell-property: सुरक्षित संपत्तियों/अचल संपत्तियों का विवरण: वह पूर्ण भूभाग और गृहस्थी की वह भूमि जिसका क्षेत्रफल 2 कट्ठा यानी 3.3 डेसिमल है, जो प्लॉट संख्या 3000, खाता संख्या 4, मौजा- हलुदबोनी, थाना संख्या 1165, थाना में स्थित है। परसुदिह, परगना धलभूम, जिला जमशेदपुर उप-पंजीकरण कार्यालय के अंतर्गत, जिला-पूर्वी सिंहभूम। संपत्ति की सीमाएं इस प्रकार हैं: उत्तर: 8 फीट, दक्षिण: जगन्नाथ गोपे, पूर्व: कुछ नहीं, पश्चिम: एन.के. घोषाल। — [1130, 1950, 1513, 2004]
auction-ad — [1324, 562, 1493, 829]
brief-dateline-6: रांची : — [45, 1449, 72, 1464]
cell-date: 20-01-2026 — [1459, 1649, 1513, 1698]
hanuman-headline: श्री हनुमान मंडल व कई धार्मिक संस्थाओं ने गुरु ओंकारमल शर्मा को दी श्रद्धांजलि — [416, 798, 915, 888]
brief-dateline-3: रांची : — [45, 815, 78, 829]
voter-text-2: करने का महत्वपूर्ण अवसर है। सभी अधिकारी-कर्मचारियों से आग्रह किया कि वे निरंतर चलने और आगामी चुनावों में मतदाता सहभागिता बढ़ाने पर विशेष ध्यान देने की अपील की। कार्यक्रम के दौरान मतदाता सूची के शुद्धिकरण और अद्यतन कार्य में उत्कृष्ट योगदान देने वाले पदाधिकारियों और कर्मचारियों को प्रशस्ति पत्र देकर सम्मानित किया गया। कार्यक्रम में उप विकास आयुक्त रांची, सौरभ भुवनिया, अनुमंडल पदाधिकारी सदर रांची, कुमार रजत, अपर समाहर्ता रांची, रामनारायण सिंह, अपर जिला दंडाधिकारी सहित अन्य अधिकारी मौजूद थे। — [573, 1575, 735, 1793]
cell-amount: 10-11-2025 तक रु.6,99,466/- (छह लाख निन्यानबे हजार चार सौ छियासठ रुपये मात्र) — [1297, 1649, 1459, 1698]
angara-text: उषा मार्टिन फाउंडेशन ने टिकाऊ और पर्यावरण-अनुकूल कृषि की दिशा में एक और कदम बढ़ाया है। किसानों में मल्चिंग, सोलर लाइट, ड्रिप इरिगेशन एवं पॉलीहाउस के बाद अब कीटों से रक्षा की दिशा में पहल की है। हानिकारक कीटों से फसल को बचाने के लिए अनगड़ा और नामकोम प्रखंड के 30 प्रगतिशील किसानों को गुरुवार को सौर कीट नियंत्रण मशीन वितरित किया गया। सौर कीट जाल एक स्वचालित उपकरण है, जो सौर ऊर्जा से चलता है और रात में कीटों को आकर्षित कर उन्हें नष्ट कर देता है। इससे रासायनिक कीटनाशकों का उपयोग कम होगा और फसल की गुणवत्ता बढ़ेगी। कार्यक्रम में फाउंडेशन के अधिकारियों ने किसानों को मशीन के उपयोग की जानकारी दी। इस पहल से किसानों की आय बढ़ेगी और लागत घटेगी। मौके पर गोवर्धन मुंडा सहित कई किसान उपस्थित थे। — [943, 820, 1304, 962]
oben-text: भारत की तेजी से बढ़ती इलेक्ट्रिक मोटरसाइकिल कंपनी ओबेन इलेक्ट्रिक को जी टीवी चैनल के स्टार्टअप रियलिटी शो आइडियाबाज में पहली सक्सेस स्टोरी के रूप में दिखाया गया है। यह सम्मान एक ऐसी भारतीय कंपनी को मिला है, जिसने मजबूत रिसर्च और डेवलपमेंट (आर एंड डी) के दम पर ऑटोमोबाइल जैसे मुश्किल और बड़े निवेश वाले सेक्टर में पूरे देश में अपना कारोबार खड़ा किया है। इन उपलब्धियों के पीछे मेहनत, धैर्य और उनके मजबूत इरादे हैं। ओबेन इलेक्ट्रिक की संस्थापक और सीईओ मधुमिता अग्रवाल ने कहा कि हम भारत में बनाए गए उत्पादों से दुनिया को प्रेरित करना चाहते हैं। — [400, 2117, 739, 2226]
voter-col-1 — [400, 1573, 562, 1874]
table-row-property — [1130, 1950, 1513, 2004]
col-header-amount: डिमांड नोटिस के अनुसार राशि — [1297, 1586, 1459, 1649]
auction-title: ई-नीलामी सूचना — [1325, 563, 1491, 587]
cell-account: 9559276 — [1130, 1752, 1197, 1801]
auction-role: (नीलामीकर्ता) — [1378, 739, 1438, 752]
cell-property: सुरक्षित संपत्तियों/अचल संपत्तियों का विवरण: वह सब टुकड़ा और अचल संपत्ति का पार्सल आवासीय प्लॉट जिसका माप 38/10 चौथी मंजिल पर है, जिसका सुपर बिल्ट-अप एरिया 606 वर्ग फीट है। मौजा सरजामदा, थाना नंबर 1178, जिला पूर्वी सिंहभूम, जमशेदपुर में स्थित। सीमाएं: उत्तर में: ऑनर टू स्काई और डुप्लेक्स नंबर: रिंधि/7., दक्षिण में: यूनिट नंबर एसएच/12., पूर्व में: यूनिट नंबर एसएच/11., पश्चिम में: कॉलोनी रोड। — [1130, 1698, 1513, 1752]
railway-sign-2: EC Rly. MHX, Patna — [1397, 1192, 1488, 1202]
oben-title: इलेक्ट्रिक बाइक निर्माता ओबेन इलेक्ट्रिक को सक्सेस स्टोरी के तौर पर दिखाया गया — [400, 2070, 721, 2111]
angara-dateline: अनगड़ा : — [943, 820, 980, 832]
cell-name: श्री. शेखर सिंह, श्रीमती. उषा कुमारी — [1197, 1752, 1297, 1801]
ekta-dateline: रांची : — [1329, 184, 1362, 198]
hanuman-col-3 — [758, 1069, 927, 1212]
